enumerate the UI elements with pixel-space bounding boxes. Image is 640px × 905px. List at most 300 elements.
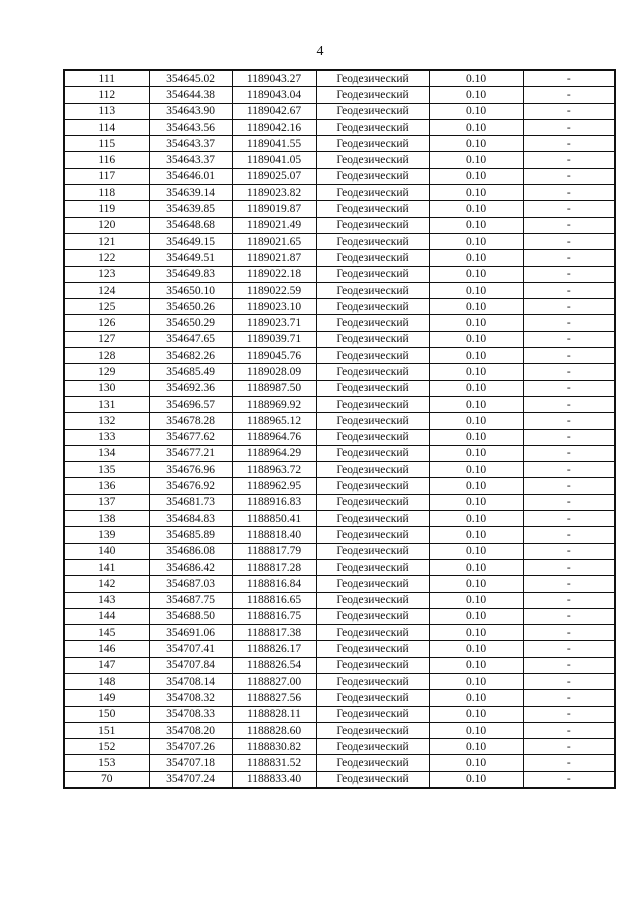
x-coordinate-cell: 354707.24	[149, 771, 232, 788]
x-coordinate-cell: 354682.26	[149, 348, 232, 364]
x-coordinate-cell: 354650.10	[149, 282, 232, 298]
accuracy-cell: 0.10	[429, 641, 523, 657]
accuracy-cell: 0.10	[429, 70, 523, 87]
accuracy-cell: 0.10	[429, 299, 523, 315]
x-coordinate-cell: 354707.26	[149, 739, 232, 755]
table-row	[64, 576, 615, 592]
description-cell: -	[523, 315, 615, 331]
method-cell: Геодезический	[316, 217, 429, 233]
table-row	[64, 527, 615, 543]
x-coordinate-cell: 354708.32	[149, 690, 232, 706]
method-cell: Геодезический	[316, 282, 429, 298]
table-row	[64, 771, 615, 788]
y-coordinate-cell: 1189028.09	[232, 364, 316, 380]
point-number-cell: 117	[64, 168, 149, 184]
method-cell: Геодезический	[316, 511, 429, 527]
y-coordinate-cell: 1189023.82	[232, 185, 316, 201]
table-row	[64, 641, 615, 657]
point-number-cell: 121	[64, 233, 149, 249]
point-number-cell: 145	[64, 625, 149, 641]
point-number-cell: 122	[64, 250, 149, 266]
table-row	[64, 445, 615, 461]
description-cell: -	[523, 429, 615, 445]
accuracy-cell: 0.10	[429, 119, 523, 135]
y-coordinate-cell: 1188850.41	[232, 511, 316, 527]
description-cell: -	[523, 152, 615, 168]
method-cell: Геодезический	[316, 706, 429, 722]
description-cell: -	[523, 380, 615, 396]
x-coordinate-cell: 354643.37	[149, 136, 232, 152]
table-row	[64, 315, 615, 331]
point-number-cell: 112	[64, 87, 149, 103]
accuracy-cell: 0.10	[429, 625, 523, 641]
y-coordinate-cell: 1189022.59	[232, 282, 316, 298]
description-cell: -	[523, 119, 615, 135]
point-number-cell: 125	[64, 299, 149, 315]
accuracy-cell: 0.10	[429, 103, 523, 119]
point-number-cell: 136	[64, 478, 149, 494]
table-row	[64, 70, 615, 87]
y-coordinate-cell: 1188826.54	[232, 657, 316, 673]
table-row	[64, 608, 615, 624]
method-cell: Геодезический	[316, 380, 429, 396]
y-coordinate-cell: 1188827.00	[232, 673, 316, 689]
table-row	[64, 396, 615, 412]
y-coordinate-cell: 1188817.28	[232, 559, 316, 575]
accuracy-cell: 0.10	[429, 445, 523, 461]
point-number-cell: 143	[64, 592, 149, 608]
x-coordinate-cell: 354708.33	[149, 706, 232, 722]
point-number-cell: 114	[64, 119, 149, 135]
x-coordinate-cell: 354648.68	[149, 217, 232, 233]
y-coordinate-cell: 1189045.76	[232, 348, 316, 364]
table-row	[64, 690, 615, 706]
method-cell: Геодезический	[316, 299, 429, 315]
x-coordinate-cell: 354676.92	[149, 478, 232, 494]
y-coordinate-cell: 1188827.56	[232, 690, 316, 706]
description-cell: -	[523, 250, 615, 266]
description-cell: -	[523, 233, 615, 249]
x-coordinate-cell: 354681.73	[149, 494, 232, 510]
y-coordinate-cell: 1188964.29	[232, 445, 316, 461]
x-coordinate-cell: 354687.03	[149, 576, 232, 592]
point-number-cell: 135	[64, 462, 149, 478]
table-row	[64, 722, 615, 738]
table-row	[64, 152, 615, 168]
point-number-cell: 142	[64, 576, 149, 592]
accuracy-cell: 0.10	[429, 331, 523, 347]
method-cell: Геодезический	[316, 396, 429, 412]
accuracy-cell: 0.10	[429, 396, 523, 412]
method-cell: Геодезический	[316, 478, 429, 494]
table-row	[64, 380, 615, 396]
method-cell: Геодезический	[316, 722, 429, 738]
x-coordinate-cell: 354647.65	[149, 331, 232, 347]
point-number-cell: 116	[64, 152, 149, 168]
description-cell: -	[523, 462, 615, 478]
description-cell: -	[523, 217, 615, 233]
method-cell: Геодезический	[316, 185, 429, 201]
table-row	[64, 103, 615, 119]
point-number-cell: 139	[64, 527, 149, 543]
x-coordinate-cell: 354678.28	[149, 413, 232, 429]
method-cell: Геодезический	[316, 413, 429, 429]
description-cell: -	[523, 364, 615, 380]
method-cell: Геодезический	[316, 70, 429, 87]
description-cell: -	[523, 527, 615, 543]
table-row	[64, 706, 615, 722]
table-row	[64, 185, 615, 201]
method-cell: Геодезический	[316, 576, 429, 592]
method-cell: Геодезический	[316, 673, 429, 689]
accuracy-cell: 0.10	[429, 511, 523, 527]
description-cell: -	[523, 87, 615, 103]
x-coordinate-cell: 354686.42	[149, 559, 232, 575]
accuracy-cell: 0.10	[429, 250, 523, 266]
y-coordinate-cell: 1189043.27	[232, 70, 316, 87]
table-row	[64, 592, 615, 608]
description-cell: -	[523, 739, 615, 755]
x-coordinate-cell: 354639.85	[149, 201, 232, 217]
y-coordinate-cell: 1189042.67	[232, 103, 316, 119]
x-coordinate-cell: 354707.41	[149, 641, 232, 657]
point-number-cell: 146	[64, 641, 149, 657]
x-coordinate-cell: 354646.01	[149, 168, 232, 184]
y-coordinate-cell: 1189042.16	[232, 119, 316, 135]
point-number-cell: 140	[64, 543, 149, 559]
accuracy-cell: 0.10	[429, 494, 523, 510]
x-coordinate-cell: 354691.06	[149, 625, 232, 641]
y-coordinate-cell: 1189022.18	[232, 266, 316, 282]
accuracy-cell: 0.10	[429, 201, 523, 217]
description-cell: -	[523, 413, 615, 429]
method-cell: Геодезический	[316, 625, 429, 641]
x-coordinate-cell: 354707.18	[149, 755, 232, 771]
y-coordinate-cell: 1188965.12	[232, 413, 316, 429]
description-cell: -	[523, 722, 615, 738]
point-number-cell: 148	[64, 673, 149, 689]
description-cell: -	[523, 657, 615, 673]
x-coordinate-cell: 354676.96	[149, 462, 232, 478]
table-row	[64, 755, 615, 771]
accuracy-cell: 0.10	[429, 592, 523, 608]
x-coordinate-cell: 354688.50	[149, 608, 232, 624]
x-coordinate-cell: 354643.37	[149, 152, 232, 168]
x-coordinate-cell: 354686.08	[149, 543, 232, 559]
accuracy-cell: 0.10	[429, 266, 523, 282]
method-cell: Геодезический	[316, 608, 429, 624]
accuracy-cell: 0.10	[429, 527, 523, 543]
y-coordinate-cell: 1188816.75	[232, 608, 316, 624]
method-cell: Геодезический	[316, 739, 429, 755]
description-cell: -	[523, 70, 615, 87]
description-cell: -	[523, 592, 615, 608]
point-number-cell: 128	[64, 348, 149, 364]
x-coordinate-cell: 354707.84	[149, 657, 232, 673]
description-cell: -	[523, 396, 615, 412]
accuracy-cell: 0.10	[429, 608, 523, 624]
point-number-cell: 138	[64, 511, 149, 527]
y-coordinate-cell: 1189041.05	[232, 152, 316, 168]
description-cell: -	[523, 266, 615, 282]
x-coordinate-cell: 354650.26	[149, 299, 232, 315]
accuracy-cell: 0.10	[429, 478, 523, 494]
description-cell: -	[523, 511, 615, 527]
point-number-cell: 137	[64, 494, 149, 510]
method-cell: Геодезический	[316, 331, 429, 347]
table-row	[64, 559, 615, 575]
description-cell: -	[523, 690, 615, 706]
description-cell: -	[523, 348, 615, 364]
accuracy-cell: 0.10	[429, 136, 523, 152]
point-number-cell: 153	[64, 755, 149, 771]
point-number-cell: 126	[64, 315, 149, 331]
point-number-cell: 133	[64, 429, 149, 445]
y-coordinate-cell: 1188831.52	[232, 755, 316, 771]
y-coordinate-cell: 1188833.40	[232, 771, 316, 788]
table-row	[64, 739, 615, 755]
x-coordinate-cell: 354677.21	[149, 445, 232, 461]
table-row	[64, 266, 615, 282]
method-cell: Геодезический	[316, 103, 429, 119]
point-number-cell: 141	[64, 559, 149, 575]
method-cell: Геодезический	[316, 690, 429, 706]
coordinates-table-body	[64, 70, 615, 788]
point-number-cell: 151	[64, 722, 149, 738]
description-cell: -	[523, 185, 615, 201]
table-row	[64, 657, 615, 673]
method-cell: Геодезический	[316, 266, 429, 282]
x-coordinate-cell: 354696.57	[149, 396, 232, 412]
method-cell: Геодезический	[316, 119, 429, 135]
method-cell: Геодезический	[316, 429, 429, 445]
y-coordinate-cell: 1189021.49	[232, 217, 316, 233]
x-coordinate-cell: 354643.90	[149, 103, 232, 119]
table-row	[64, 250, 615, 266]
method-cell: Геодезический	[316, 348, 429, 364]
page-number: 4	[316, 44, 324, 59]
accuracy-cell: 0.10	[429, 722, 523, 738]
method-cell: Геодезический	[316, 87, 429, 103]
method-cell: Геодезический	[316, 233, 429, 249]
description-cell: -	[523, 299, 615, 315]
description-cell: -	[523, 103, 615, 119]
y-coordinate-cell: 1189023.10	[232, 299, 316, 315]
accuracy-cell: 0.10	[429, 380, 523, 396]
table-row	[64, 331, 615, 347]
table-row	[64, 201, 615, 217]
description-cell: -	[523, 282, 615, 298]
method-cell: Геодезический	[316, 771, 429, 788]
y-coordinate-cell: 1189021.65	[232, 233, 316, 249]
table-row	[64, 119, 615, 135]
description-cell: -	[523, 673, 615, 689]
description-cell: -	[523, 755, 615, 771]
accuracy-cell: 0.10	[429, 673, 523, 689]
description-cell: -	[523, 576, 615, 592]
x-coordinate-cell: 354649.51	[149, 250, 232, 266]
point-number-cell: 132	[64, 413, 149, 429]
table-row	[64, 299, 615, 315]
accuracy-cell: 0.10	[429, 217, 523, 233]
y-coordinate-cell: 1188817.79	[232, 543, 316, 559]
table-row	[64, 625, 615, 641]
accuracy-cell: 0.10	[429, 87, 523, 103]
description-cell: -	[523, 494, 615, 510]
method-cell: Геодезический	[316, 462, 429, 478]
accuracy-cell: 0.10	[429, 706, 523, 722]
point-number-cell: 118	[64, 185, 149, 201]
accuracy-cell: 0.10	[429, 364, 523, 380]
description-cell: -	[523, 559, 615, 575]
point-number-cell: 127	[64, 331, 149, 347]
description-cell: -	[523, 168, 615, 184]
y-coordinate-cell: 1189019.87	[232, 201, 316, 217]
table-row	[64, 348, 615, 364]
x-coordinate-cell: 354692.36	[149, 380, 232, 396]
y-coordinate-cell: 1188969.92	[232, 396, 316, 412]
table-row	[64, 478, 615, 494]
method-cell: Геодезический	[316, 592, 429, 608]
x-coordinate-cell: 354643.56	[149, 119, 232, 135]
point-number-cell: 149	[64, 690, 149, 706]
description-cell: -	[523, 706, 615, 722]
point-number-cell: 150	[64, 706, 149, 722]
method-cell: Геодезический	[316, 445, 429, 461]
y-coordinate-cell: 1188987.50	[232, 380, 316, 396]
accuracy-cell: 0.10	[429, 348, 523, 364]
point-number-cell: 152	[64, 739, 149, 755]
point-number-cell: 147	[64, 657, 149, 673]
table-row	[64, 233, 615, 249]
y-coordinate-cell: 1189041.55	[232, 136, 316, 152]
y-coordinate-cell: 1188964.76	[232, 429, 316, 445]
x-coordinate-cell: 354684.83	[149, 511, 232, 527]
y-coordinate-cell: 1188826.17	[232, 641, 316, 657]
y-coordinate-cell: 1188817.38	[232, 625, 316, 641]
accuracy-cell: 0.10	[429, 755, 523, 771]
x-coordinate-cell: 354644.38	[149, 87, 232, 103]
table-row	[64, 494, 615, 510]
table-row	[64, 429, 615, 445]
y-coordinate-cell: 1189039.71	[232, 331, 316, 347]
method-cell: Геодезический	[316, 559, 429, 575]
x-coordinate-cell: 354677.62	[149, 429, 232, 445]
y-coordinate-cell: 1188916.83	[232, 494, 316, 510]
y-coordinate-cell: 1188818.40	[232, 527, 316, 543]
point-number-cell: 111	[64, 70, 149, 87]
point-number-cell: 134	[64, 445, 149, 461]
method-cell: Геодезический	[316, 755, 429, 771]
description-cell: -	[523, 478, 615, 494]
x-coordinate-cell: 354685.49	[149, 364, 232, 380]
y-coordinate-cell: 1188816.84	[232, 576, 316, 592]
method-cell: Геодезический	[316, 657, 429, 673]
x-coordinate-cell: 354639.14	[149, 185, 232, 201]
x-coordinate-cell: 354645.02	[149, 70, 232, 87]
accuracy-cell: 0.10	[429, 576, 523, 592]
description-cell: -	[523, 201, 615, 217]
point-number-cell: 70	[64, 771, 149, 788]
point-number-cell: 131	[64, 396, 149, 412]
x-coordinate-cell: 354685.89	[149, 527, 232, 543]
description-cell: -	[523, 543, 615, 559]
description-cell: -	[523, 445, 615, 461]
y-coordinate-cell: 1188828.60	[232, 722, 316, 738]
description-cell: -	[523, 608, 615, 624]
accuracy-cell: 0.10	[429, 152, 523, 168]
accuracy-cell: 0.10	[429, 739, 523, 755]
x-coordinate-cell: 354708.14	[149, 673, 232, 689]
method-cell: Геодезический	[316, 494, 429, 510]
accuracy-cell: 0.10	[429, 413, 523, 429]
point-number-cell: 123	[64, 266, 149, 282]
table-row	[64, 136, 615, 152]
table-row	[64, 217, 615, 233]
accuracy-cell: 0.10	[429, 233, 523, 249]
point-number-cell: 124	[64, 282, 149, 298]
method-cell: Геодезический	[316, 364, 429, 380]
method-cell: Геодезический	[316, 201, 429, 217]
table-row	[64, 364, 615, 380]
accuracy-cell: 0.10	[429, 315, 523, 331]
x-coordinate-cell: 354650.29	[149, 315, 232, 331]
description-cell: -	[523, 625, 615, 641]
accuracy-cell: 0.10	[429, 771, 523, 788]
x-coordinate-cell: 354708.20	[149, 722, 232, 738]
point-number-cell: 129	[64, 364, 149, 380]
accuracy-cell: 0.10	[429, 690, 523, 706]
method-cell: Геодезический	[316, 315, 429, 331]
description-cell: -	[523, 641, 615, 657]
method-cell: Геодезический	[316, 543, 429, 559]
table-row	[64, 511, 615, 527]
coordinates-table	[63, 69, 616, 789]
accuracy-cell: 0.10	[429, 185, 523, 201]
accuracy-cell: 0.10	[429, 559, 523, 575]
method-cell: Геодезический	[316, 136, 429, 152]
y-coordinate-cell: 1189021.87	[232, 250, 316, 266]
x-coordinate-cell: 354649.83	[149, 266, 232, 282]
method-cell: Геодезический	[316, 250, 429, 266]
accuracy-cell: 0.10	[429, 282, 523, 298]
point-number-cell: 144	[64, 608, 149, 624]
method-cell: Геодезический	[316, 641, 429, 657]
y-coordinate-cell: 1188963.72	[232, 462, 316, 478]
y-coordinate-cell: 1188828.11	[232, 706, 316, 722]
table-row	[64, 413, 615, 429]
table-row	[64, 87, 615, 103]
description-cell: -	[523, 771, 615, 788]
description-cell: -	[523, 136, 615, 152]
y-coordinate-cell: 1188962.95	[232, 478, 316, 494]
accuracy-cell: 0.10	[429, 657, 523, 673]
method-cell: Геодезический	[316, 152, 429, 168]
table-row	[64, 673, 615, 689]
x-coordinate-cell: 354687.75	[149, 592, 232, 608]
point-number-cell: 130	[64, 380, 149, 396]
method-cell: Геодезический	[316, 168, 429, 184]
y-coordinate-cell: 1189023.71	[232, 315, 316, 331]
point-number-cell: 119	[64, 201, 149, 217]
method-cell: Геодезический	[316, 527, 429, 543]
table-row	[64, 462, 615, 478]
y-coordinate-cell: 1188816.65	[232, 592, 316, 608]
table-row	[64, 282, 615, 298]
accuracy-cell: 0.10	[429, 462, 523, 478]
accuracy-cell: 0.10	[429, 168, 523, 184]
y-coordinate-cell: 1189025.07	[232, 168, 316, 184]
